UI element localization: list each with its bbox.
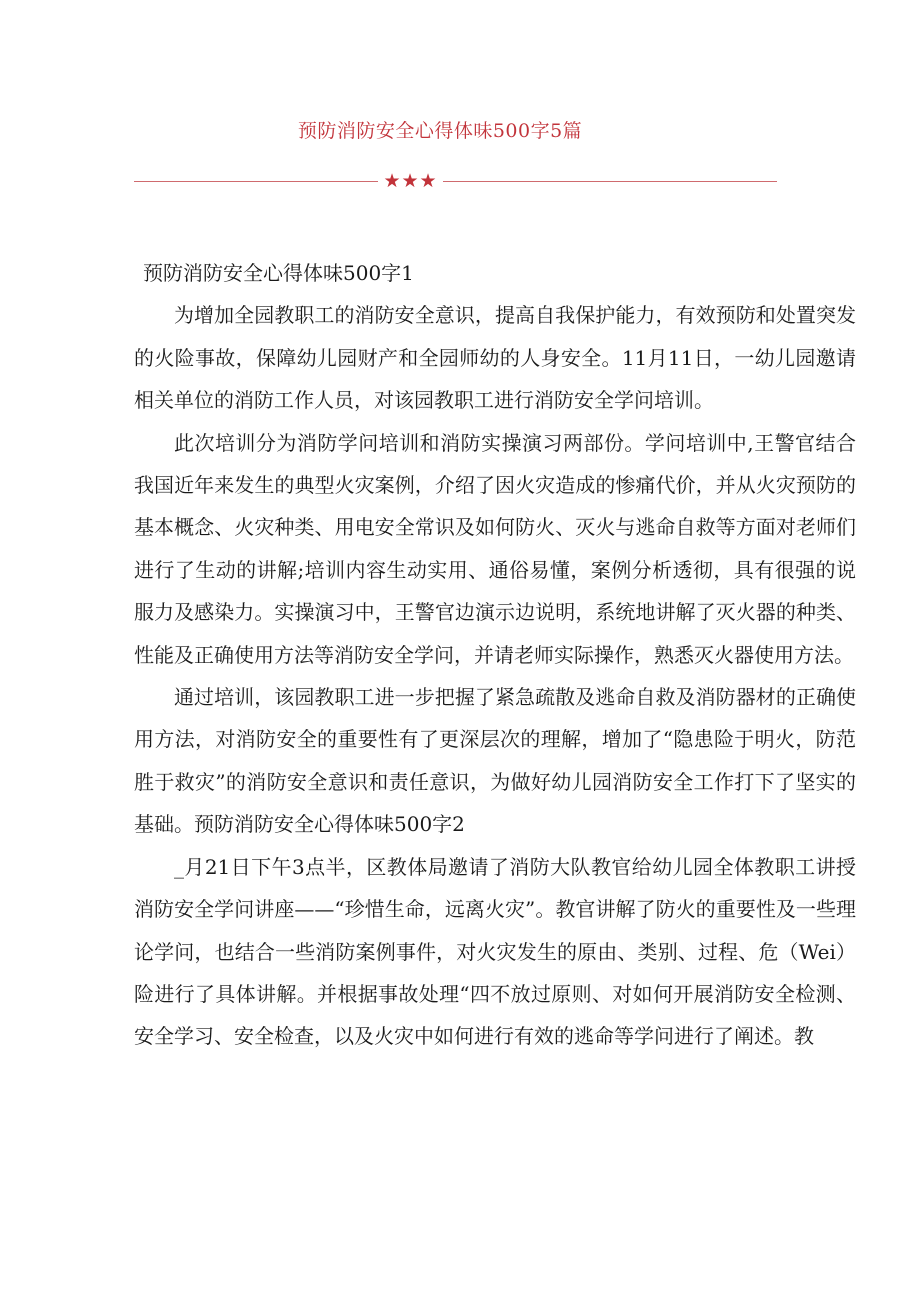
document-body: [134, 252, 856, 1058]
body-paragraph-1: 为增加全园教职工的消防安全意识，提高自我保护能力，有效预防和处置突发的火险事故，保障幼儿园财产和全园师幼的人身安全。11月11日，一幼儿园邀请相关单位的消防工作人员，对该园教职工进行消防安全学问培训。: [134, 303, 856, 413]
star-ornament-icon: ★★★: [383, 170, 438, 192]
section-title: 预防消防安全心得体味500字1: [143, 261, 414, 285]
divider-line-left: [134, 181, 378, 182]
body-paragraph-3: 通过培训，该园教职工进一步把握了紧急疏散及逃命自救及消防器材的正确使用方法，对消防安全的重要性有了更深层次的理解，增加了“隐患险于明火，防范胜于救灾”的消防安全意识和责任意识，为做好幼儿园消防安全工作打下了坚实的基础。预防消防安全心得体味500字2: [134, 685, 856, 837]
title-divider: [134, 170, 777, 194]
body-paragraph-4: _月21日下午3点半，区教体局邀请了消防大队教官给幼儿园全体教职工讲授消防安全学问讲座——“珍惜生命，远离火灾”。教官讲解了防火的重要性及一些理论学问，也结合一些消防案例事件，对火灾发生的原由、类别、过程、危（Wei）险进行了具体讲解。并根据事故处理“四不放过原则、对如何开展消防安全检测、安全学习、安全检查，以及火灾中如何进行有效的逃命等学问进行了阐述。教: [134, 854, 856, 1049]
body-paragraph-2: 此次培训分为消防学问培训和消防实操演习两部份。学问培训中,王警官结合我国近年来发生的典型火灾案例，介绍了因火灾造成的惨痛代价，并从火灾预防的基本概念、火灾种类、用电安全常识及如何防火、灭火与逃命自救等方面对老师们进行了生动的讲解;培训内容生动实用、通俗易懂，案例分析透彻，具有很强的说服力及感染力。实操演习中，王警官边演示边说明，系统地讲解了灭火器的种类、性能及正确使用方法等消防安全学问，并请老师实际操作，熟悉灭火器使用方法。: [134, 430, 856, 667]
document-title: 预防消防安全心得体味500字5篇: [297, 120, 583, 142]
divider-line-right: [443, 181, 777, 182]
